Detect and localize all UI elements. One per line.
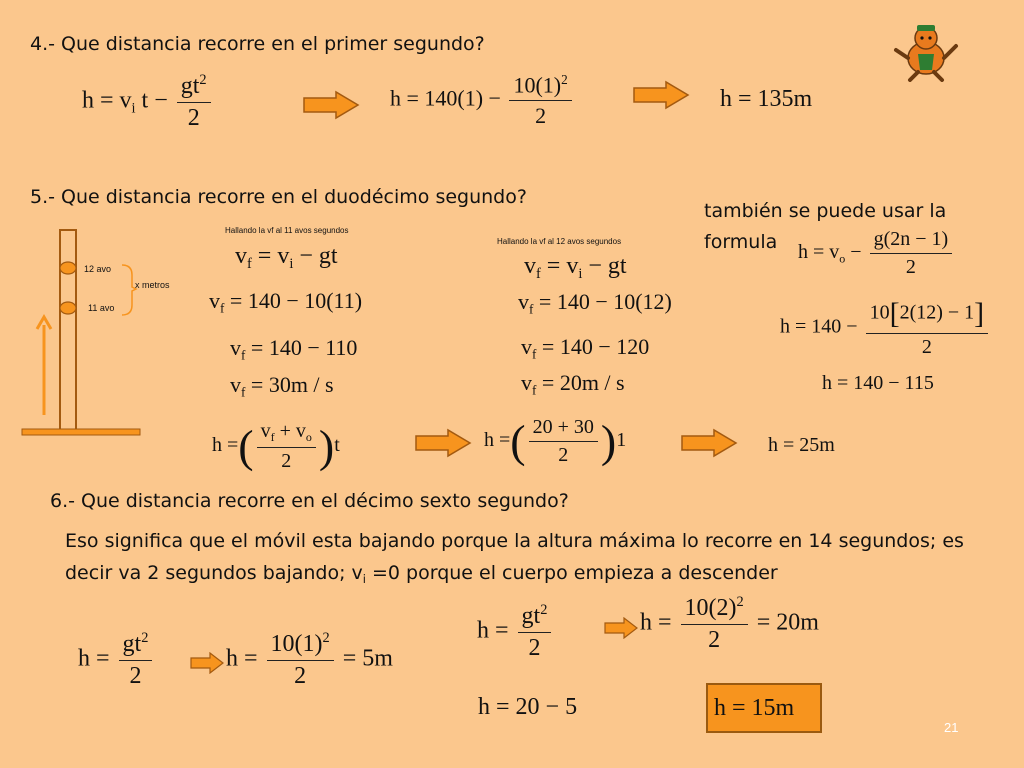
tiger-mascot-icon xyxy=(888,20,964,82)
q6-formula-2: h = $\frac{10(1)^2}{2}$ = 5m xyxy=(226,630,393,689)
alt-formula-text: también se puede usar la formula xyxy=(704,200,947,253)
q6-formula-3: h = $\frac{gt^2}{2}$ xyxy=(477,602,554,662)
page-number: 21 xyxy=(944,720,959,735)
avg-formula-1: h =( $\frac{v_f + v_o}{2}$ )t xyxy=(212,420,340,473)
q6-formula-4: h = $\frac{10(2)^2}{2}$ = 20m xyxy=(640,594,819,653)
arrow-right-icon xyxy=(302,90,360,120)
q4-formula-2: h = 140(1) − $\frac{10(1)^2}{2}$ xyxy=(390,72,575,129)
colB-line-3: $v_f = 140 - 120$ xyxy=(521,334,650,362)
arrow-right-icon xyxy=(414,428,472,458)
q5-title: 5.- Que distancia recorre en el duodécimo segundo? xyxy=(30,186,527,208)
label-12-avo: 12 avo xyxy=(84,264,112,274)
arrow-right-icon xyxy=(604,617,638,639)
tower-diagram xyxy=(18,225,148,440)
colB-line-2: $v_f = 140 - 10(12)$ xyxy=(518,289,672,317)
q4-result: h = 135m xyxy=(720,86,813,112)
alt-formula-1: $h = v_o$ − $\frac{g(2n - 1)}{2}$ xyxy=(798,228,955,279)
colB-line-1: $v_f = v_i$ − gt xyxy=(524,253,627,283)
colB-note: Hallando la vf al 12 avos segundos xyxy=(497,237,622,246)
colA-line-2: $v_f = 140 - 10(11)$ xyxy=(209,288,363,316)
q4-title: 4.- Que distancia recorre en el primer segundo? xyxy=(30,33,485,55)
alt-formula-2: h = 140 − $\frac{10[2(12) - 1]}{2}$ xyxy=(780,297,991,359)
arrow-right-icon xyxy=(680,428,738,458)
colA-line-3: $v_f = 140 - 110$ xyxy=(230,335,358,363)
alt-formula-3: h = 140 − 115 xyxy=(822,372,934,394)
final-answer-box: h = 15m xyxy=(706,683,822,733)
q6-title: 6.- Que distancia recorre en el décimo sexto segundo? xyxy=(50,490,569,512)
q4-formula-1: $h = v_i$ t − $\frac{gt^2}{2}$ xyxy=(82,72,214,132)
colA-line-4: $v_f = 30m / s$ xyxy=(230,372,334,400)
colB-line-4: $v_f = 20m / s$ xyxy=(521,370,625,398)
q6-formula-1: h = $\frac{gt^2}{2}$ xyxy=(78,630,155,690)
label-x-metros: x metros xyxy=(135,280,170,290)
arrow-right-icon xyxy=(632,80,690,110)
avg-result: h = 25m xyxy=(768,434,835,456)
q6-formula-5: h = 20 − 5 xyxy=(478,694,578,720)
arrow-right-icon xyxy=(190,652,224,674)
q6-explanation: Eso significa que el móvil esta bajando porque la altura máxima lo recorre en 14 segundos; es decir va 2 segundos bajando; $v_i =0$ porque el cuerpo empieza a descender xyxy=(65,530,964,586)
colA-note: Hallando la vf al 11 avos segundos xyxy=(225,226,349,235)
avg-formula-2: h =( $\frac{20 + 30}{2}$ )1 xyxy=(484,415,627,467)
colA-line-1: $v_f = v_i$ − gt xyxy=(235,243,338,273)
label-11-avo: 11 avo xyxy=(88,303,115,313)
